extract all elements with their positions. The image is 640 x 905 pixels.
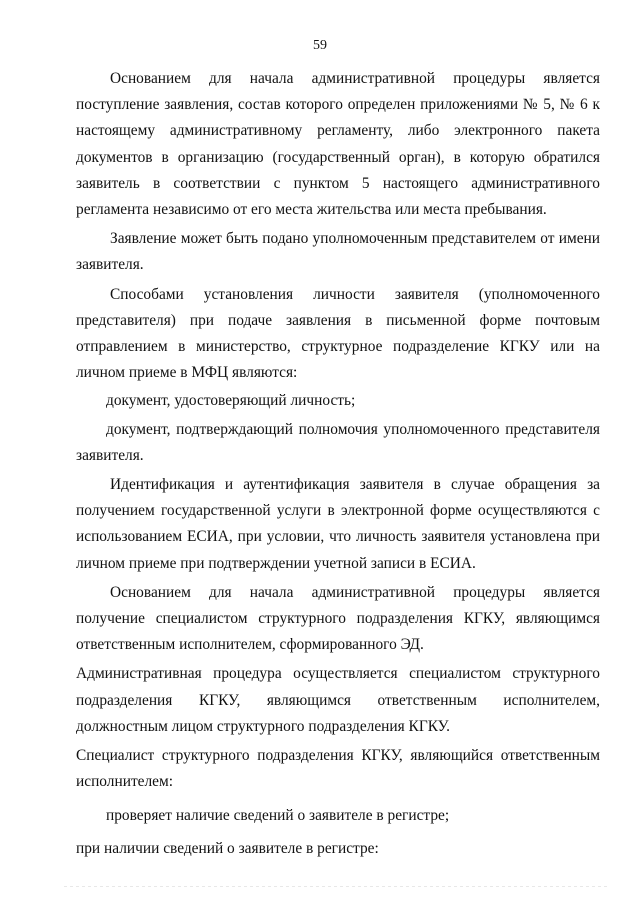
- page-number: 59: [313, 38, 327, 53]
- document-body: [76, 66, 600, 862]
- list-item-authority-document: документ, подтверждающий полномочия уполномоченного представителя заявителя.: [76, 420, 600, 464]
- paragraph-identity-methods: Способами установления личности заявителя (уполномоченного представителя) при подаче заявления в письменной форме почтовым отправлением в министерство, структурное подразделение КГКУ или на личном приеме в МФЦ являются:: [76, 285, 600, 382]
- paragraph-identification-esia: Идентификация и аутентификация заявителя в случае обращения за получением государственной услуги в электронной форме осуществляются с использованием ЕСИА, при условии, что личность заявителя установлена при личном приеме при подтверждении учетной записи в ЕСИА.: [76, 476, 600, 572]
- paragraph-procedure-basis-ed: Основанием для начала административной процедуры является получение специалистом структурного подразделения КГКУ, являющимся ответственным исполнителем, сформированного ЭД.: [76, 583, 600, 654]
- paragraph-procedure-executor: Административная процедура осуществляется специалистом структурного подразделения КГКУ, являющимся ответственным исполнителем, должностным лицом структурного подразделения КГКУ.: [76, 665, 600, 735]
- paragraph-specialist: Специалист структурного подразделения КГКУ, являющийся ответственным исполнителем:: [76, 747, 600, 791]
- list-item-if-in-register: при наличии сведений о заявителе в регистре:: [76, 839, 379, 857]
- list-item-identity-document: документ, удостоверяющий личность;: [106, 392, 356, 410]
- list-item-check-register: проверяет наличие сведений о заявителе в регистре;: [106, 807, 450, 825]
- paragraph-procedure-basis: Основанием для начала административной процедуры является поступление заявления, состав которого определен приложениями № 5, № 6 к настоящему административному регламенту, либо электронного пакета документов в организацию (государственный орган), в которую обратился заявитель в соответствии с пунктом 5 настоящего административного регламента независимо от его места жительства или места пребывания.: [76, 70, 600, 219]
- paragraph-representative: Заявление может быть подано уполномоченным представителем от имени заявителя.: [76, 230, 600, 274]
- scan-artifact-line: [64, 884, 610, 888]
